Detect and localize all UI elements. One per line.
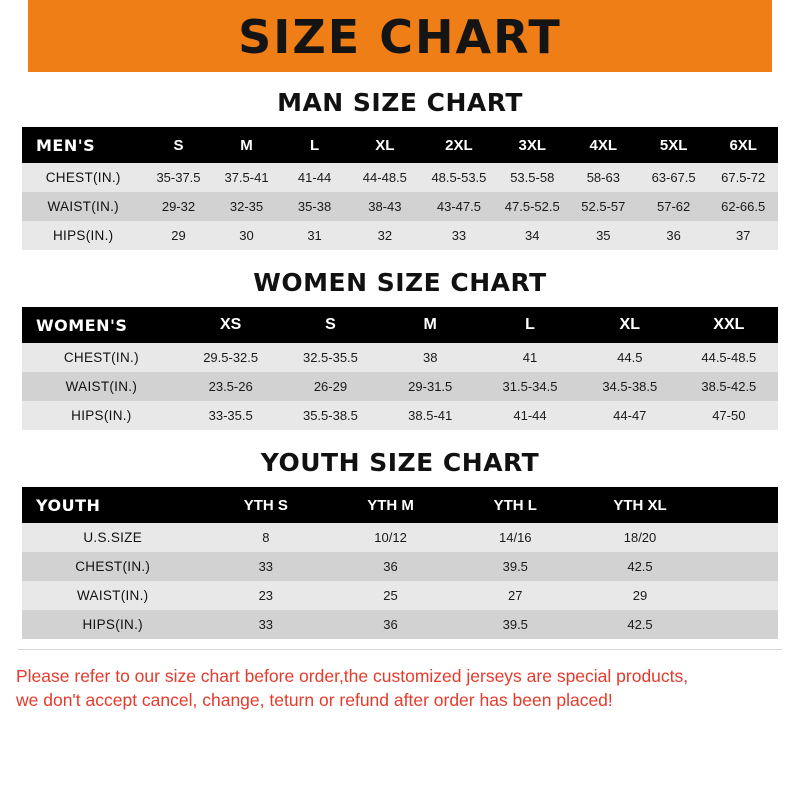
- header-notch-right: [772, 0, 800, 72]
- cell: 33: [203, 552, 328, 581]
- cell: 31: [281, 221, 349, 250]
- cell-spacer: [702, 523, 778, 552]
- footer-note: [16, 664, 784, 712]
- row-label-chest: CHEST(IN.): [22, 163, 144, 192]
- cell: 35-37.5: [144, 163, 212, 192]
- col-head-womens: WOMEN'S: [22, 307, 181, 343]
- table-row: [22, 581, 778, 610]
- cell: 42.5: [578, 552, 703, 581]
- cell: 39.5: [453, 610, 578, 639]
- man-section-title: MAN SIZE CHART: [277, 88, 523, 117]
- col-head-xl: XL: [349, 127, 422, 163]
- table-header-row: [22, 487, 778, 523]
- cell: 53.5-58: [497, 163, 568, 192]
- cell: 62-66.5: [708, 192, 778, 221]
- cell: 29: [144, 221, 212, 250]
- cell: 37.5-41: [213, 163, 281, 192]
- col-head-2xl: 2XL: [421, 127, 497, 163]
- row-label-hips: HIPS(IN.): [22, 401, 181, 430]
- cell: 29-32: [144, 192, 212, 221]
- youth-size-table: [22, 487, 778, 639]
- cell: 34.5-38.5: [580, 372, 680, 401]
- table-row: [22, 401, 778, 430]
- cell: 14/16: [453, 523, 578, 552]
- footer-note-line-1: Please refer to our size chart before order,the customized jerseys are special products,: [16, 666, 689, 686]
- table-row: [22, 610, 778, 639]
- cell: 36: [328, 610, 453, 639]
- table-row: [22, 163, 778, 192]
- cell: 52.5-57: [568, 192, 639, 221]
- cell: 23.5-26: [181, 372, 281, 401]
- cell: 29: [578, 581, 703, 610]
- cell: 63-67.5: [639, 163, 709, 192]
- col-head-l: L: [281, 127, 349, 163]
- cell: 33: [421, 221, 497, 250]
- row-label-waist: WAIST(IN.): [22, 581, 203, 610]
- cell: 44.5: [580, 343, 680, 372]
- cell: 38.5-41: [380, 401, 480, 430]
- col-head-xxl: XXL: [680, 307, 778, 343]
- table-header-row: [22, 307, 778, 343]
- cell: 26-29: [281, 372, 381, 401]
- header-band: [0, 0, 800, 72]
- table-row: [22, 552, 778, 581]
- cell: 33: [203, 610, 328, 639]
- cell: 23: [203, 581, 328, 610]
- table-row: [22, 192, 778, 221]
- cell: 35-38: [281, 192, 349, 221]
- cell: 10/12: [328, 523, 453, 552]
- youth-section-title: YOUTH SIZE CHART: [260, 448, 540, 477]
- cell: 29-31.5: [380, 372, 480, 401]
- col-head-m: M: [380, 307, 480, 343]
- content: [0, 88, 800, 639]
- col-head-youth: YOUTH: [22, 487, 203, 523]
- col-head-m: M: [213, 127, 281, 163]
- row-label-hips: HIPS(IN.): [22, 610, 203, 639]
- header-notch-left: [0, 0, 28, 72]
- row-label-us-size: U.S.SIZE: [22, 523, 203, 552]
- cell: 33-35.5: [181, 401, 281, 430]
- cell: 39.5: [453, 552, 578, 581]
- cell: 44-48.5: [349, 163, 422, 192]
- col-head-mens: MEN'S: [22, 127, 144, 163]
- cell: 41: [480, 343, 580, 372]
- col-head-3xl: 3XL: [497, 127, 568, 163]
- cell: 67.5-72: [708, 163, 778, 192]
- table-row: [22, 221, 778, 250]
- table-row: [22, 372, 778, 401]
- cell: 44.5-48.5: [680, 343, 778, 372]
- cell: 18/20: [578, 523, 703, 552]
- footer-note-line-2: we don't accept cancel, change, teturn or refund after order has been placed!: [16, 690, 613, 711]
- cell-spacer: [702, 552, 778, 581]
- cell: 29.5-32.5: [181, 343, 281, 372]
- col-head-l: L: [480, 307, 580, 343]
- women-size-table: [22, 307, 778, 430]
- row-label-chest: CHEST(IN.): [22, 343, 181, 372]
- col-head-6xl: 6XL: [708, 127, 778, 163]
- cell: 47.5-52.5: [497, 192, 568, 221]
- col-head-yth-l: YTH L: [453, 487, 578, 523]
- cell: 32.5-35.5: [281, 343, 381, 372]
- cell: 38.5-42.5: [680, 372, 778, 401]
- col-head-yth-xl: YTH XL: [578, 487, 703, 523]
- col-head-yth-s: YTH S: [203, 487, 328, 523]
- table-header-row: [22, 127, 778, 163]
- row-label-waist: WAIST(IN.): [22, 192, 144, 221]
- col-head-xl: XL: [580, 307, 680, 343]
- cell: 36: [328, 552, 453, 581]
- cell: 35: [568, 221, 639, 250]
- cell: 57-62: [639, 192, 709, 221]
- cell: 32: [349, 221, 422, 250]
- col-head-yth-m: YTH M: [328, 487, 453, 523]
- cell-spacer: [702, 610, 778, 639]
- col-head-spacer: [702, 487, 778, 523]
- cell: 27: [453, 581, 578, 610]
- cell: 42.5: [578, 610, 703, 639]
- cell: 31.5-34.5: [480, 372, 580, 401]
- col-head-5xl: 5XL: [639, 127, 709, 163]
- cell: 30: [213, 221, 281, 250]
- row-label-chest: CHEST(IN.): [22, 552, 203, 581]
- table-row: [22, 523, 778, 552]
- cell: 58-63: [568, 163, 639, 192]
- cell: 44-47: [580, 401, 680, 430]
- col-head-s: S: [144, 127, 212, 163]
- cell: 41-44: [480, 401, 580, 430]
- cell: 38: [380, 343, 480, 372]
- cell-spacer: [702, 581, 778, 610]
- cell: 34: [497, 221, 568, 250]
- cell: 41-44: [281, 163, 349, 192]
- row-label-waist: WAIST(IN.): [22, 372, 181, 401]
- col-head-s: S: [281, 307, 381, 343]
- cell: 32-35: [213, 192, 281, 221]
- cell: 35.5-38.5: [281, 401, 381, 430]
- cell: 36: [639, 221, 709, 250]
- cell: 38-43: [349, 192, 422, 221]
- cell: 47-50: [680, 401, 778, 430]
- col-head-xs: XS: [181, 307, 281, 343]
- cell: 8: [203, 523, 328, 552]
- cell: 43-47.5: [421, 192, 497, 221]
- cell: 48.5-53.5: [421, 163, 497, 192]
- man-size-table: [22, 127, 778, 250]
- table-row: [22, 343, 778, 372]
- col-head-4xl: 4XL: [568, 127, 639, 163]
- page-title: SIZE CHART: [238, 10, 562, 64]
- footer-divider: [18, 649, 782, 650]
- women-section-title: WOMEN SIZE CHART: [253, 268, 547, 297]
- row-label-hips: HIPS(IN.): [22, 221, 144, 250]
- cell: 37: [708, 221, 778, 250]
- cell: 25: [328, 581, 453, 610]
